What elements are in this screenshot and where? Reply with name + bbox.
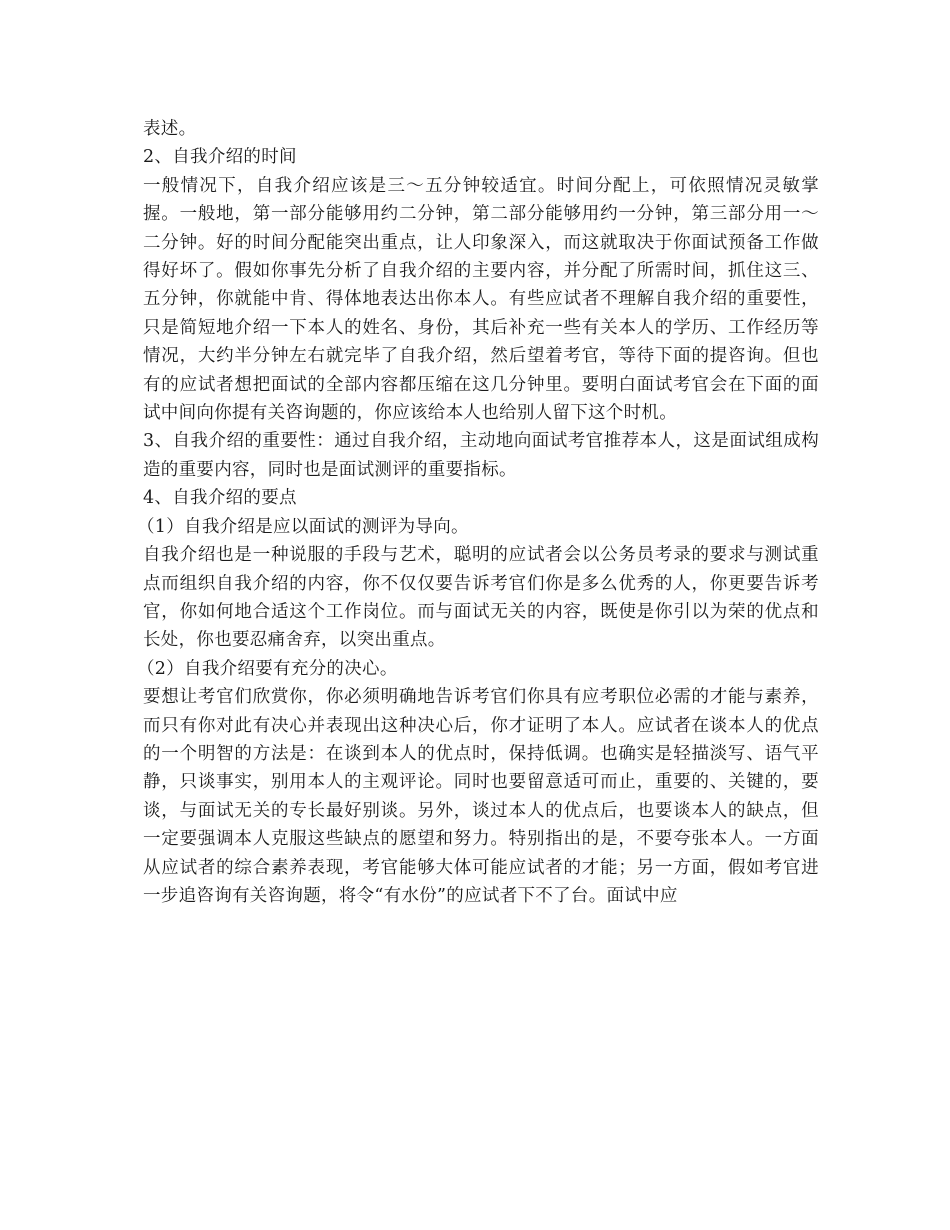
paragraph-point-1: 自我介绍也是一种说服的手段与艺术，聪明的应试者会以公务员考录的要求与测试重点而组织自我介绍的内容，你不仅仅要告诉考官们你是多么优秀的人，你更要告诉考官，你如何地合适这个工作岗位。而与面试无关的内容，既使是你引以为荣的优点和长处，你也要忍痛舍弃，以突出重点。 — [143, 545, 819, 651]
section-heading-key-points: 4、自我介绍的要点 — [143, 488, 297, 509]
paragraph-importance: 3、自我介绍的重要性：通过自我介绍，主动地向面试考官推荐本人，这是面试组成构造的重要内容，同时也是面试测评的重要指标。 — [143, 431, 819, 480]
paragraph-point-2: 要想让考官们欣赏你，你必须明确地告诉考官们你具有应考职位必需的才能与素养，而只有你对此有决心并表现出这种决心后，你才证明了本人。应试者在谈本人的优点的一个明智的方法是：在谈到本人的优点时，保持低调。也确实是轻描淡写、语气平静，只谈事实，别用本人的主观评论。同时也要留意适可而止，重要的、关键的，要谈，与面试无关的专长最好别谈。另外，谈过本人的优点后，也要谈本人的缺点，但一定要强调本人克服这些缺点的愿望和努力。特别指出的是，不要夸张本人。一方面从应试者的综合素养表现，考官能够大体可能应试者的才能；另一方面，假如考官进一步追咨询有关咨询题，将令“有水份”的应试者下不了台。面试中应 — [143, 687, 819, 906]
paragraph-time: 一般情况下，自我介绍应该是三～五分钟较适宜。时间分配上，可依照情况灵敏掌握。一般地，第一部分能够用约二分钟，第二部分能够用约一分钟，第三部分用一～二分钟。好的时间分配能突出重点，让人印象深入，而这就取决于你面试预备工作做得好坏了。假如你事先分析了自我介绍的主要内容，并分配了所需时间，抓住这三、五分钟，你就能中肯、得体地表达出你本人。有些应试者不理解自我介绍的重要性，只是简短地介绍一下本人的姓名、身份，其后补充一些有关本人的学历、工作经历等情况，大约半分钟左右就完毕了自我介绍，然后望着考官，等待下面的提咨询。但也有的应试者想把面试的全部内容都压缩在这几分钟里。要明白面试考官会在下面的面试中间向你提有关咨询题的，你应该给本人也给别人留下这个时机。 — [143, 175, 819, 424]
document-body — [137, 115, 819, 910]
subheading-point-1: （1）自我介绍是应以面试的测评为导向。 — [137, 516, 469, 537]
subheading-point-2: （2）自我介绍要有充分的决心。 — [137, 658, 398, 679]
paragraph-continuation: 表述。 — [143, 119, 197, 139]
section-heading-time: 2、自我介绍的时间 — [143, 147, 297, 168]
